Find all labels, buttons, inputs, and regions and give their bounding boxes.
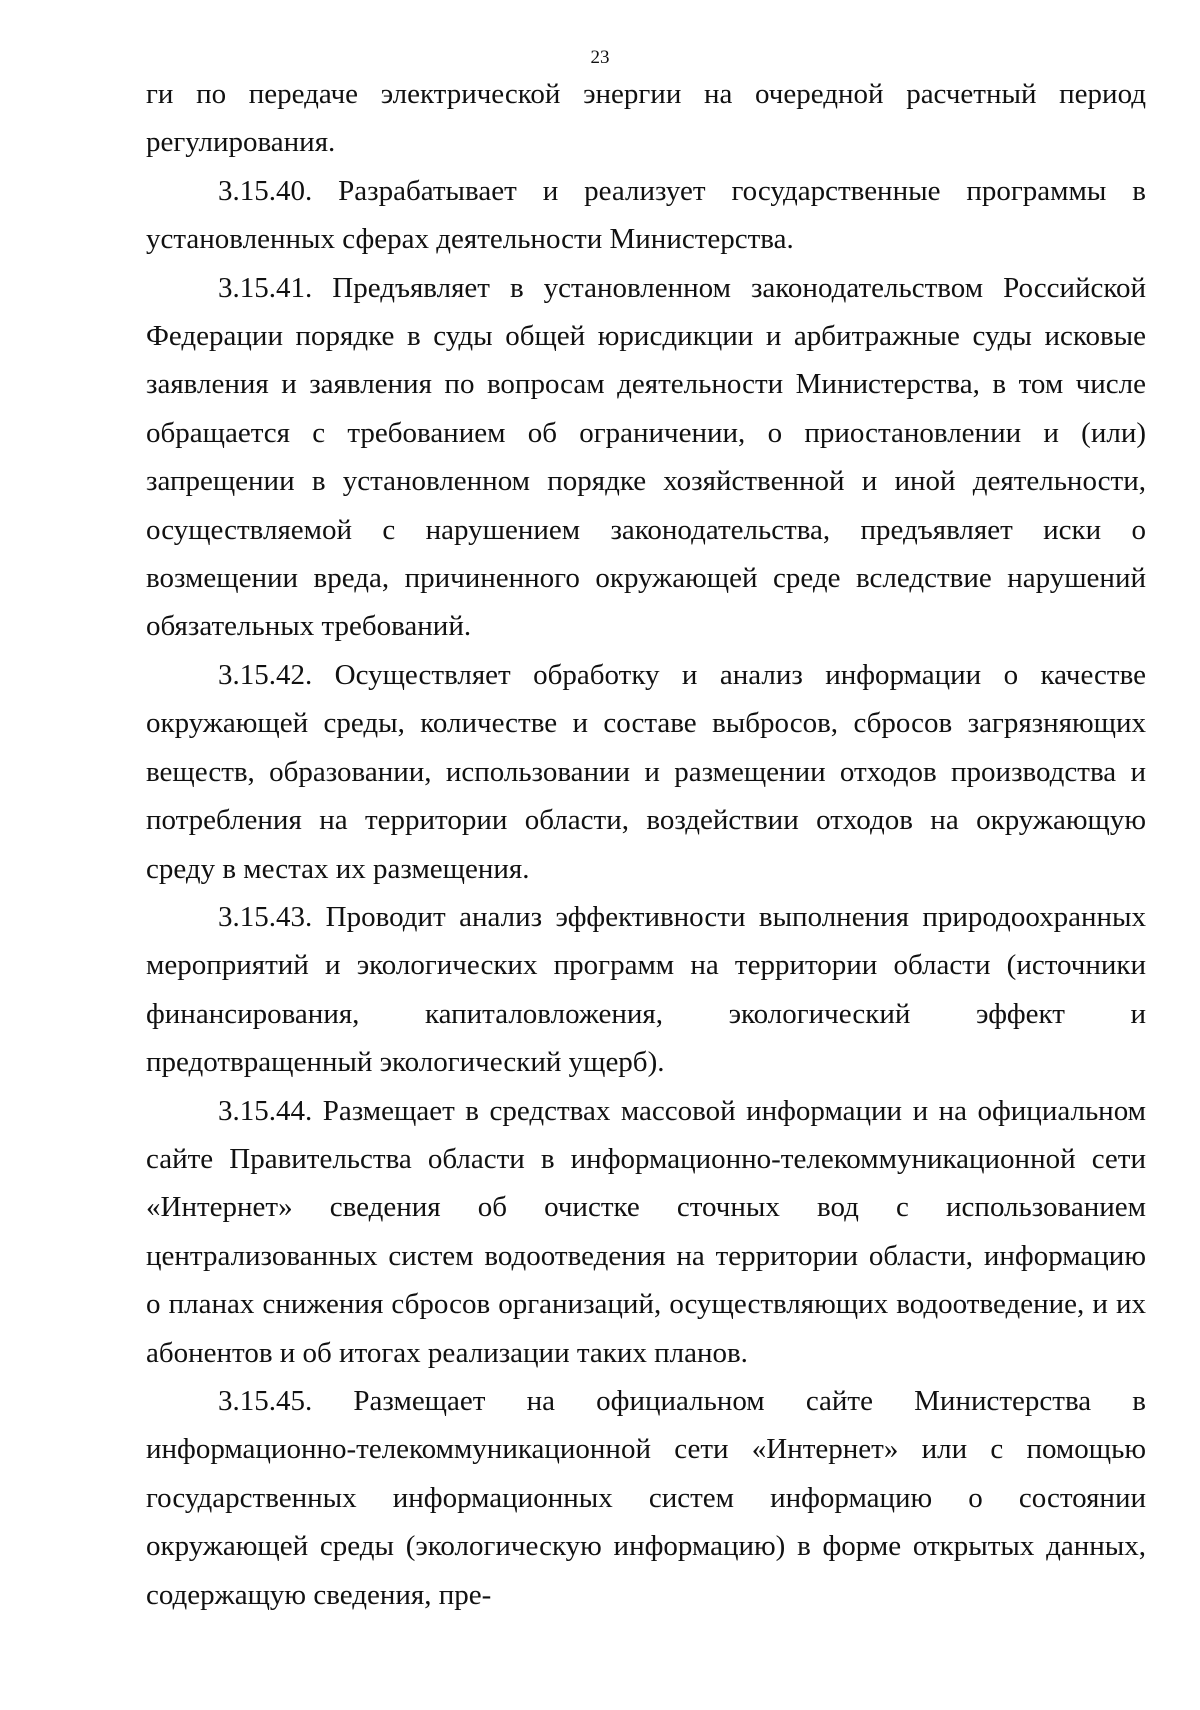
paragraph-3-15-41: 3.15.41. Предъявляет в установленном законодательством Российской Федерации порядке в суды общей юрисдикции и арбитражные суды исковые заявления и заявления по вопросам деятельности Министерства, в том числе обращается с требованием об ограничении, о приостановлении и (или) запрещении в установленном порядке хозяйственной и иной деятельности, осуществляемой с нарушением законодательства, предъявляет иски о возмещении вреда, причиненного окружающей среде вследствие нарушений обязательных требований. — [146, 271, 1146, 643]
paragraph-3-15-43: 3.15.43. Проводит анализ эффективности выполнения природоохранных мероприятий и экологических программ на территории области (источники финансирования, капиталовложения, экологический эффект и предотвращенный экологический ущерб). — [146, 900, 1146, 1079]
paragraph-3-15-44: 3.15.44. Размещает в средствах массовой информации и на официальном сайте Правительства области в информационно-телекоммуникационной сети «Интернет» сведения об очистке сточных вод с использованием централизованных систем водоотведения на территории области, информацию о планах снижения сбросов организаций, осуществляющих водоотведение, и их абонентов и об итогах реализации таких планов. — [146, 1094, 1146, 1369]
paragraph-3-15-42: 3.15.42. Осуществляет обработку и анализ информации о качестве окружающей среды, количестве и составе выбросов, сбросов загрязняющих веществ, образовании, использовании и размещении отходов производства и потребления на территории области, воздействии отходов на окружающую среду в местах их размещения. — [146, 658, 1146, 885]
paragraph-3-15-45: 3.15.45. Размещает на официальном сайте Министерства в информационно-телекоммуникационной сети «Интернет» или с помощью государственных информационных систем информацию о состоянии окружающей среды (экологическую информацию) в форме открытых данных, содержащую сведения, пре- — [146, 1384, 1146, 1611]
document-body — [146, 70, 1146, 1619]
paragraph-continuation: ги по передаче электрической энергии на очередной расчетный период регулирования. — [146, 78, 1146, 159]
paragraph-3-15-40: 3.15.40. Разрабатывает и реализует государственные программы в установленных сферах деятельности Министерства. — [146, 174, 1146, 256]
page-number: 23 — [590, 47, 610, 68]
